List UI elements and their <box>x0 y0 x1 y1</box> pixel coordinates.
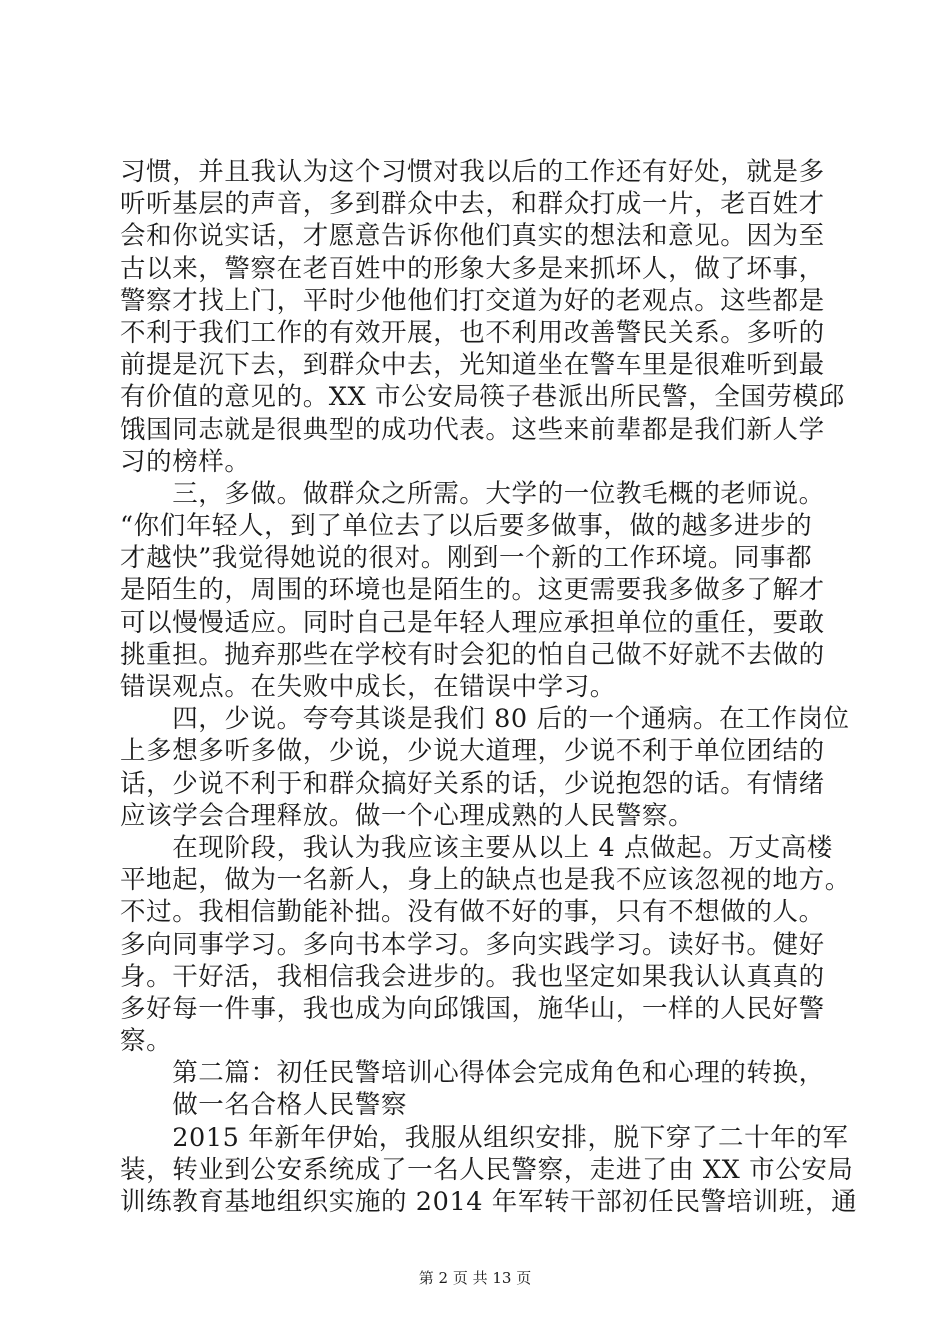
body-text-line: “你们年轻人，到了单位去了以后要多做事，做的越多进步的 <box>120 511 813 542</box>
body-text-line: 错误观点。在失败中成长，在错误中学习。 <box>120 672 616 702</box>
page-number: 第 2 页 共 13 页 <box>418 1269 532 1287</box>
body-text-line: 应该学会合理释放。做一个心理成熟的人民警察。 <box>120 800 695 831</box>
body-text-line: 三，多做。做群众之所需。大学的一位教毛概的老师说。 <box>120 478 825 509</box>
body-text-line: 在现阶段，我认为我应该主要从以上 4 点做起。万丈高楼 <box>120 832 833 863</box>
body-text-line: 习的榜样。 <box>120 446 251 477</box>
body-text-line: 察。 <box>120 1026 173 1057</box>
body-text-line: 训练教育基地组织实施的 2014 年军转干部初任民警培训班，通 <box>120 1187 858 1217</box>
body-text-line: 上多想多听多做，少说，少说大道理，少说不利于单位团结的 <box>120 736 825 767</box>
body-text-line: 听听基层的声音，多到群众中去，和群众打成一片，老百姓才 <box>120 189 825 220</box>
body-text-line: 会和你说实话，才愿意告诉你他们真实的想法和意见。因为至 <box>120 221 825 252</box>
section-heading-line: 做一名合格人民警察 <box>120 1090 408 1121</box>
body-text-line: 多好每一件事，我也成为向邱饿国，施华山，一样的人民好警 <box>120 993 825 1024</box>
body-text-line: 多向同事学习。多向书本学习。多向实践学习。读好书。健好 <box>120 929 825 960</box>
body-text-line: 可以慢慢适应。同时自己是年轻人理应承担单位的重任，要敢 <box>120 607 825 638</box>
body-text-line: 习惯，并且我认为这个习惯对我以后的工作还有好处，就是多 <box>120 157 825 187</box>
body-text-line: 话，少说不利于和群众搞好关系的话，少说抱怨的话。有情绪 <box>120 768 825 799</box>
body-text-line: 前提是沉下去，到群众中去，光知道坐在警车里是很难听到最 <box>120 350 825 381</box>
body-text-line: 四，少说。夸夸其谈是我们 80 后的一个通病。在工作岗位 <box>120 704 850 735</box>
page-footer <box>0 1268 950 1288</box>
body-text-line: 才越快”我觉得她说的很对。刚到一个新的工作环境。同事都 <box>120 543 813 574</box>
body-text-line: 装，转业到公安系统成了一名人民警察，走进了由 XX 市公安局 <box>120 1154 854 1185</box>
body-text-line: 不利于我们工作的有效开展，也不利用改善警民关系。多听的 <box>120 317 825 348</box>
body-text-line: 饿国同志就是很典型的成功代表。这些来前辈都是我们新人学 <box>120 414 825 445</box>
body-text-line: 古以来，警察在老百姓中的形象大多是来抓坏人，做了坏事， <box>120 253 825 284</box>
body-text-line: 是陌生的，周围的环境也是陌生的。这更需要我多做多了解才 <box>120 575 825 606</box>
section-heading-line: 第二篇：初任民警培训心得体会完成角色和心理的转换， <box>120 1058 825 1089</box>
body-text-line: 身。干好活，我相信我会进步的。我也坚定如果我认认真真的 <box>120 961 825 992</box>
body-text-line: 挑重担。抛弃那些在学校有时会犯的怕自己做不好就不去做的 <box>120 639 825 670</box>
body-text-line: 2015 年新年伊始，我服从组织安排，脱下穿了二十年的军 <box>120 1122 849 1153</box>
body-text-line: 警察才找上门，平时少他他们打交道为好的老观点。这些都是 <box>120 285 825 316</box>
document-body <box>120 156 858 1218</box>
body-text-line: 不过。我相信勤能补拙。没有做不好的事，只有不想做的人。 <box>120 897 825 928</box>
body-text-line: 有价值的意见的。XX 市公安局筷子巷派出所民警，全国劳模邱 <box>120 382 845 413</box>
body-text-line: 平地起，做为一名新人，身上的缺点也是我不应该忽视的地方。 <box>120 865 851 896</box>
